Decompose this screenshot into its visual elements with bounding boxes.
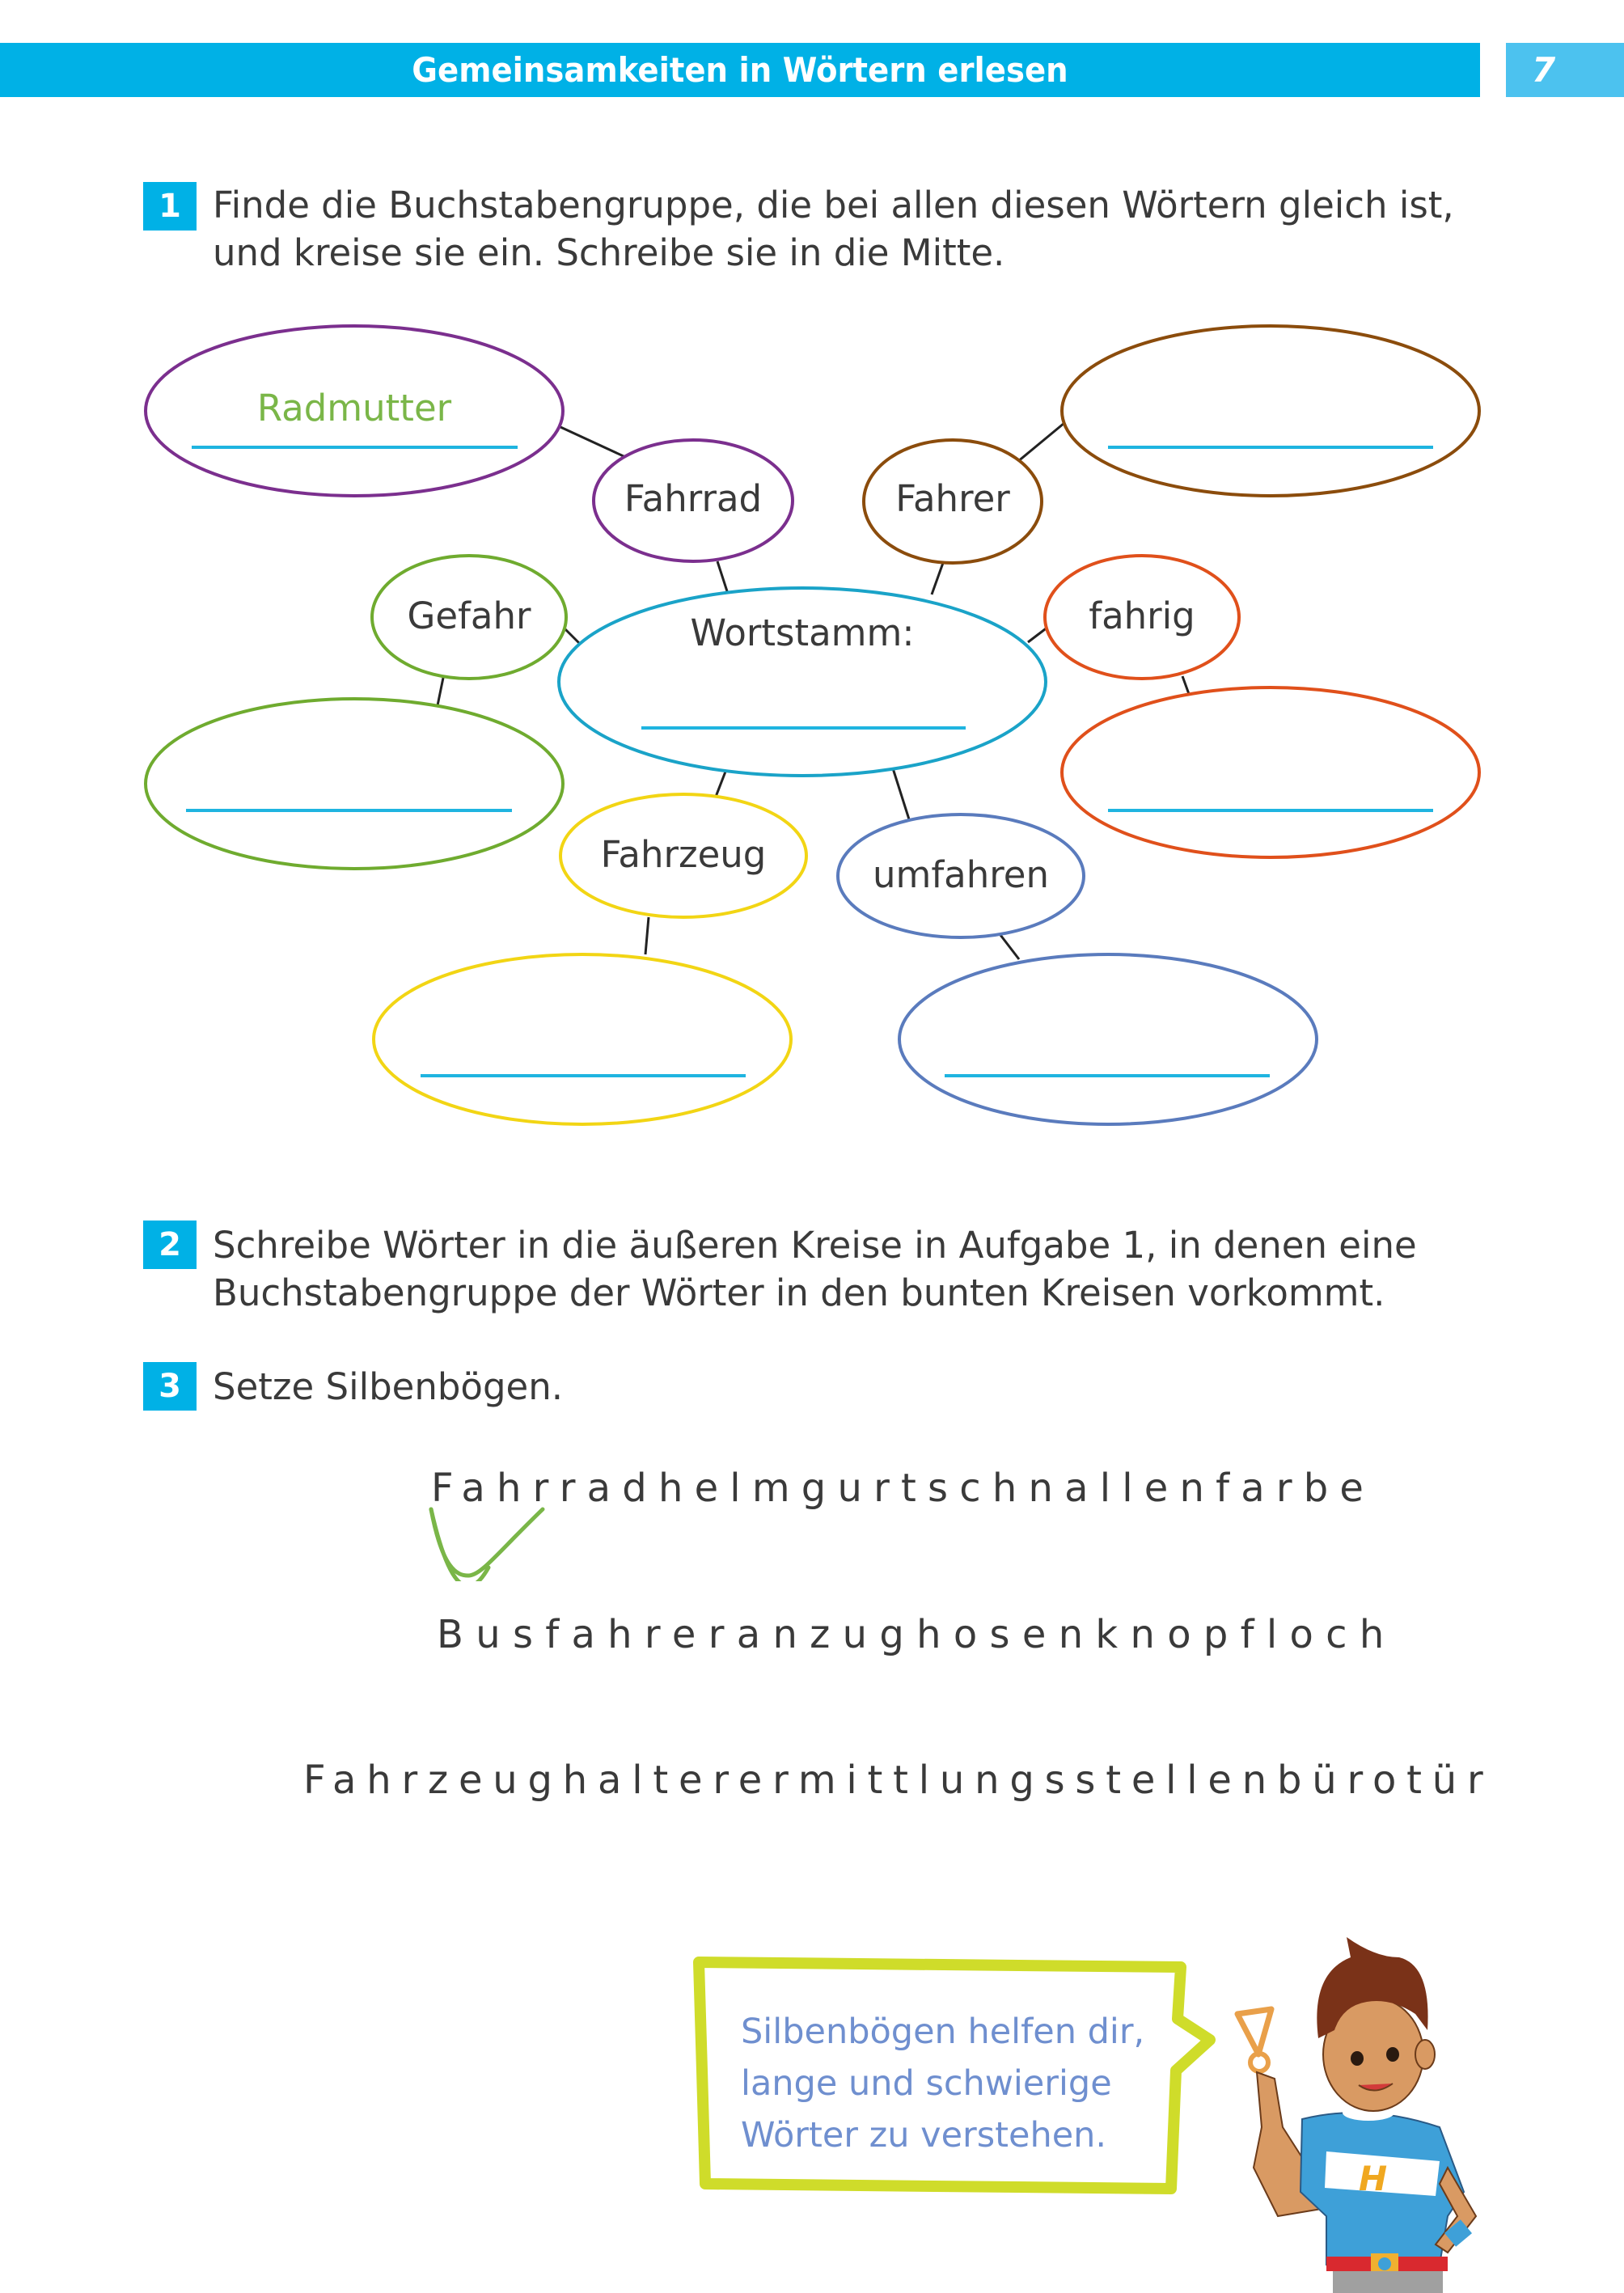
tip-line-3: Wörter zu verstehen. [741,2115,1107,2156]
task-1-badge: 1 [143,182,197,231]
svg-text:H: H [1359,2159,1388,2198]
syllable-word-2[interactable]: Busfahreranzughosenknopfloch [437,1612,1397,1657]
word-fahrzeug: Fahrzeug [600,833,767,876]
task-2-badge: 2 [143,1221,197,1269]
outer-oval-bottom-left[interactable] [374,954,791,1124]
outer-oval-middle-left[interactable] [146,699,563,869]
word-gefahr: Gefahr [407,594,531,637]
mascot-boy-illustration [1205,1925,1529,2293]
word-fahrrad: Fahrrad [624,477,763,520]
tip-text [741,2006,1144,2161]
answer-radmutter: Radmutter [256,387,452,429]
center-label-wortstamm: Wortstamm: [690,611,915,654]
tip-line-2: lange und schwierige [741,2063,1112,2104]
syllable-word-3[interactable]: Fahrzeughalterermittlungsstellenbürotür [303,1758,1494,1803]
task-3-instruction [213,1363,563,1411]
syllable-word-1[interactable]: Fahrradhelmgurtschnallenfarbe [431,1466,1376,1511]
syllable-arc-example [425,1504,554,1581]
outer-oval-middle-right[interactable] [1062,687,1479,857]
task-3-line-1: Setze Silbenbögen. [213,1365,564,1408]
word-fahrer: Fahrer [895,477,1010,520]
task-1-line-2: und kreise sie ein. Schreibe sie in die Mitte. [213,231,1005,274]
syllable-tool-icon [1237,2009,1271,2071]
outer-oval-bottom-right[interactable] [899,954,1317,1124]
task-2-line-2: Buchstabengruppe der Wörter in den bunten Kreisen vorkommt. [213,1271,1385,1314]
word-umfahren: umfahren [872,853,1049,896]
outer-oval-top-right[interactable] [1062,326,1479,496]
page-number: 7 [1532,50,1556,90]
word-fahrig: fahrig [1089,594,1195,637]
page-title: Gemeinsamkeiten in Wörtern erlesen [412,50,1068,90]
tip-line-1: Silbenbögen helfen dir, [741,2012,1145,2052]
task-2-instruction [213,1221,1417,1317]
task-3-badge: 3 [143,1362,197,1411]
task-1-line-1: Finde die Buchstabengruppe, die bei allen diesen Wörtern gleich ist, [213,184,1454,226]
task-2-line-1: Schreibe Wörter in die äußeren Kreise in Aufgabe 1, in denen eine [213,1224,1417,1267]
